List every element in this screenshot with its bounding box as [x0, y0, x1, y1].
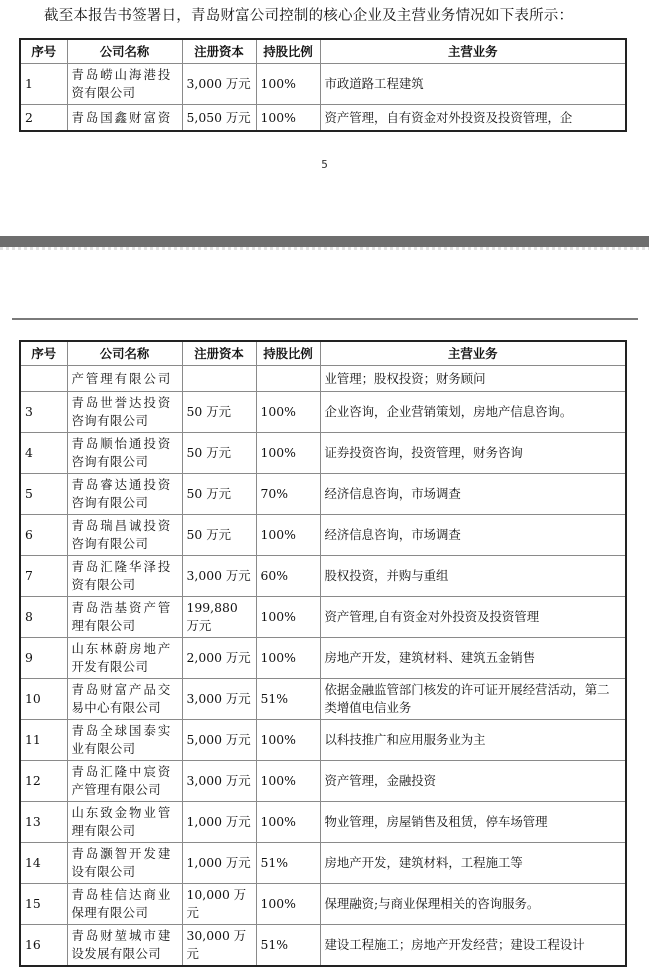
- cell-share-ratio: 51%: [256, 843, 320, 884]
- cell-company-name: [67, 843, 182, 884]
- cell-registered-capital: 50 万元: [182, 392, 256, 433]
- cell-main-business: 经济信息咨询，市场调查: [320, 515, 626, 556]
- table-row: [20, 597, 626, 638]
- table-header-row: [20, 341, 626, 366]
- cell-share-ratio: 100%: [256, 433, 320, 474]
- cell-registered-capital: 3,000 万元: [182, 556, 256, 597]
- company-name-line2: 资有限公司: [71, 85, 136, 100]
- table-row: [20, 515, 626, 556]
- cell-registered-capital: 3,000 万元: [182, 64, 256, 105]
- cell-company-name: [67, 105, 182, 132]
- cell-no: 10: [20, 679, 67, 720]
- company-name-line1: 山东致金物业管: [71, 805, 173, 820]
- cell-share-ratio: 51%: [256, 679, 320, 720]
- cell-main-business: 业管理；股权投资；财务顾问: [320, 366, 626, 392]
- table-row: [20, 392, 626, 433]
- header-company-name: 公司名称: [67, 39, 182, 64]
- company-name-line1: 青岛顺怡通投资: [71, 436, 173, 451]
- header-share-ratio: 持股比例: [256, 341, 320, 366]
- cell-no: [20, 366, 67, 392]
- cell-no: 7: [20, 556, 67, 597]
- cell-registered-capital: [182, 366, 256, 392]
- company-name-line2: 咨询有限公司: [71, 536, 149, 551]
- cell-main-business: 资产管理，金融投资: [320, 761, 626, 802]
- company-name-line2: 易中心有限公司: [71, 700, 162, 715]
- table-header-row: [20, 39, 626, 64]
- cell-company-name: [67, 884, 182, 925]
- cell-company-name: [67, 366, 182, 392]
- cell-registered-capital: 3,000 万元: [182, 679, 256, 720]
- cell-no: 12: [20, 761, 67, 802]
- cell-share-ratio: 100%: [256, 597, 320, 638]
- table-row: [20, 720, 626, 761]
- company-name-line2: 产管理有限公司: [71, 782, 162, 797]
- cell-no: 16: [20, 925, 67, 967]
- header-main-business: 主营业务: [320, 341, 626, 366]
- company-name-line2: 咨询有限公司: [71, 454, 149, 469]
- company-name-line1: 产管理有限公司: [71, 370, 173, 386]
- cell-company-name: [67, 556, 182, 597]
- cell-main-business: 证券投资咨询，投资管理，财务咨询: [320, 433, 626, 474]
- cell-main-business: 房地产开发，建筑材料，工程施工等: [320, 843, 626, 884]
- cell-share-ratio: 100%: [256, 515, 320, 556]
- cell-main-business: 企业咨询，企业营销策划，房地产信息咨询。: [320, 392, 626, 433]
- company-name-line1: 青岛财富产品交: [71, 682, 173, 697]
- company-name-line2: 理有限公司: [71, 618, 136, 633]
- cell-share-ratio: 100%: [256, 802, 320, 843]
- page-header-rule: [12, 318, 638, 320]
- cell-registered-capital: 50 万元: [182, 433, 256, 474]
- page-number: 5: [321, 158, 328, 171]
- company-name-line2: 业有限公司: [71, 741, 136, 756]
- cell-registered-capital: 50 万元: [182, 515, 256, 556]
- table-row: [20, 433, 626, 474]
- company-name-line2: 保理有限公司: [71, 905, 149, 920]
- company-name-line2: 理有限公司: [71, 823, 136, 838]
- cell-no: 5: [20, 474, 67, 515]
- cell-share-ratio: 100%: [256, 64, 320, 105]
- table-row: [20, 556, 626, 597]
- cell-no: 13: [20, 802, 67, 843]
- table-row: [20, 366, 626, 392]
- company-name-line1: 青岛汇隆华泽投: [71, 559, 173, 574]
- cell-company-name: [67, 515, 182, 556]
- cell-main-business: 房地产开发，建筑材料、建筑五金销售: [320, 638, 626, 679]
- cell-share-ratio: 60%: [256, 556, 320, 597]
- cell-share-ratio: 51%: [256, 925, 320, 967]
- cell-no: 4: [20, 433, 67, 474]
- header-share-ratio: 持股比例: [256, 39, 320, 64]
- company-name-line1: 青岛睿达通投资: [71, 477, 173, 492]
- cell-main-business: 以科技推广和应用服务业为主: [320, 720, 626, 761]
- company-name-line1: 青岛汇隆中宸资: [71, 764, 173, 779]
- cell-company-name: [67, 474, 182, 515]
- page-separator-shadow: [0, 247, 649, 250]
- cell-registered-capital: 50 万元: [182, 474, 256, 515]
- cell-registered-capital: 10,000 万元: [182, 884, 256, 925]
- cell-registered-capital: 199,880 万元: [182, 597, 256, 638]
- company-name-line2: 设有限公司: [71, 864, 136, 879]
- company-name-line1: 青岛灏智开发建: [71, 846, 173, 861]
- cell-no: 9: [20, 638, 67, 679]
- company-name-line1: 青岛桂信达商业: [71, 887, 173, 902]
- company-name-line2: 设发展有限公司: [71, 946, 162, 961]
- intro-paragraph: 截至本报告书签署日，青岛财富公司控制的核心企业及主营业务情况如下表所示：: [44, 8, 574, 24]
- company-name-line1: 青岛全球国泰实: [71, 723, 173, 738]
- page-separator: [0, 236, 649, 247]
- cell-no: 11: [20, 720, 67, 761]
- header-company-name: 公司名称: [67, 341, 182, 366]
- cell-registered-capital: 5,000 万元: [182, 720, 256, 761]
- cell-company-name: [67, 720, 182, 761]
- cell-company-name: [67, 638, 182, 679]
- cell-main-business: 依据金融监管部门核发的许可证开展经营活动，第二类增值电信业务: [320, 679, 626, 720]
- header-registered-capital: 注册资本: [182, 341, 256, 366]
- company-name-line2: 咨询有限公司: [71, 495, 149, 510]
- cell-company-name: [67, 64, 182, 105]
- header-main-business: 主营业务: [320, 39, 626, 64]
- cell-no: 3: [20, 392, 67, 433]
- company-name-line1: 青岛崂山海港投: [71, 67, 173, 82]
- cell-company-name: [67, 761, 182, 802]
- cell-share-ratio: [256, 366, 320, 392]
- company-name-line1: 青岛浩基资产管: [71, 600, 173, 615]
- cell-no: 1: [20, 64, 67, 105]
- cell-share-ratio: 100%: [256, 884, 320, 925]
- company-name-line1: 青岛世誉达投资: [71, 395, 173, 410]
- table-row: [20, 802, 626, 843]
- cell-registered-capital: 2,000 万元: [182, 638, 256, 679]
- cell-main-business: 保理融资;与商业保理相关的咨询服务。: [320, 884, 626, 925]
- cell-registered-capital: 5,050 万元: [182, 105, 256, 132]
- cell-company-name: [67, 925, 182, 967]
- company-name-line2: 资有限公司: [71, 577, 136, 592]
- cell-company-name: [67, 679, 182, 720]
- cell-main-business: 资产管理,自有资金对外投资及投资管理: [320, 597, 626, 638]
- cell-main-business: 市政道路工程建筑: [320, 64, 626, 105]
- cell-main-business: 股权投资，并购与重组: [320, 556, 626, 597]
- cell-main-business: 资产管理，自有资金对外投资及投资管理，企: [320, 105, 626, 132]
- company-name-line1: 青岛国鑫财富资: [71, 109, 173, 125]
- cell-share-ratio: 100%: [256, 720, 320, 761]
- cell-main-business: 经济信息咨询，市场调查: [320, 474, 626, 515]
- cell-registered-capital: 1,000 万元: [182, 843, 256, 884]
- cell-share-ratio: 100%: [256, 392, 320, 433]
- table-row: [20, 679, 626, 720]
- cell-no: 6: [20, 515, 67, 556]
- cell-no: 15: [20, 884, 67, 925]
- company-name-line2: 咨询有限公司: [71, 413, 149, 428]
- company-name-line1: 山东林蔚房地产: [71, 641, 173, 656]
- cell-share-ratio: 100%: [256, 761, 320, 802]
- company-table-page2: [19, 340, 627, 967]
- company-name-line1: 青岛财堃城市建: [71, 928, 173, 943]
- table-row: [20, 638, 626, 679]
- cell-share-ratio: 100%: [256, 638, 320, 679]
- cell-company-name: [67, 392, 182, 433]
- table-row: [20, 843, 626, 884]
- cell-company-name: [67, 433, 182, 474]
- cell-no: 8: [20, 597, 67, 638]
- company-table-page1: [19, 38, 627, 132]
- table-row: [20, 925, 626, 967]
- cell-registered-capital: 30,000 万元: [182, 925, 256, 967]
- table-row: [20, 884, 626, 925]
- header-no: 序号: [20, 39, 67, 64]
- cell-main-business: 建设工程施工；房地产开发经营；建设工程设计: [320, 925, 626, 967]
- cell-registered-capital: 1,000 万元: [182, 802, 256, 843]
- company-name-line1: 青岛瑞昌诚投资: [71, 518, 173, 533]
- cell-no: 2: [20, 105, 67, 132]
- header-registered-capital: 注册资本: [182, 39, 256, 64]
- company-name-line2: 开发有限公司: [71, 659, 149, 674]
- cell-share-ratio: 100%: [256, 105, 320, 132]
- cell-company-name: [67, 802, 182, 843]
- table-row: [20, 474, 626, 515]
- table-row: [20, 64, 626, 105]
- cell-registered-capital: 3,000 万元: [182, 761, 256, 802]
- cell-share-ratio: 70%: [256, 474, 320, 515]
- header-no: 序号: [20, 341, 67, 366]
- table-row: [20, 105, 626, 132]
- cell-company-name: [67, 597, 182, 638]
- table-row: [20, 761, 626, 802]
- cell-no: 14: [20, 843, 67, 884]
- cell-main-business: 物业管理，房屋销售及租赁，停车场管理: [320, 802, 626, 843]
